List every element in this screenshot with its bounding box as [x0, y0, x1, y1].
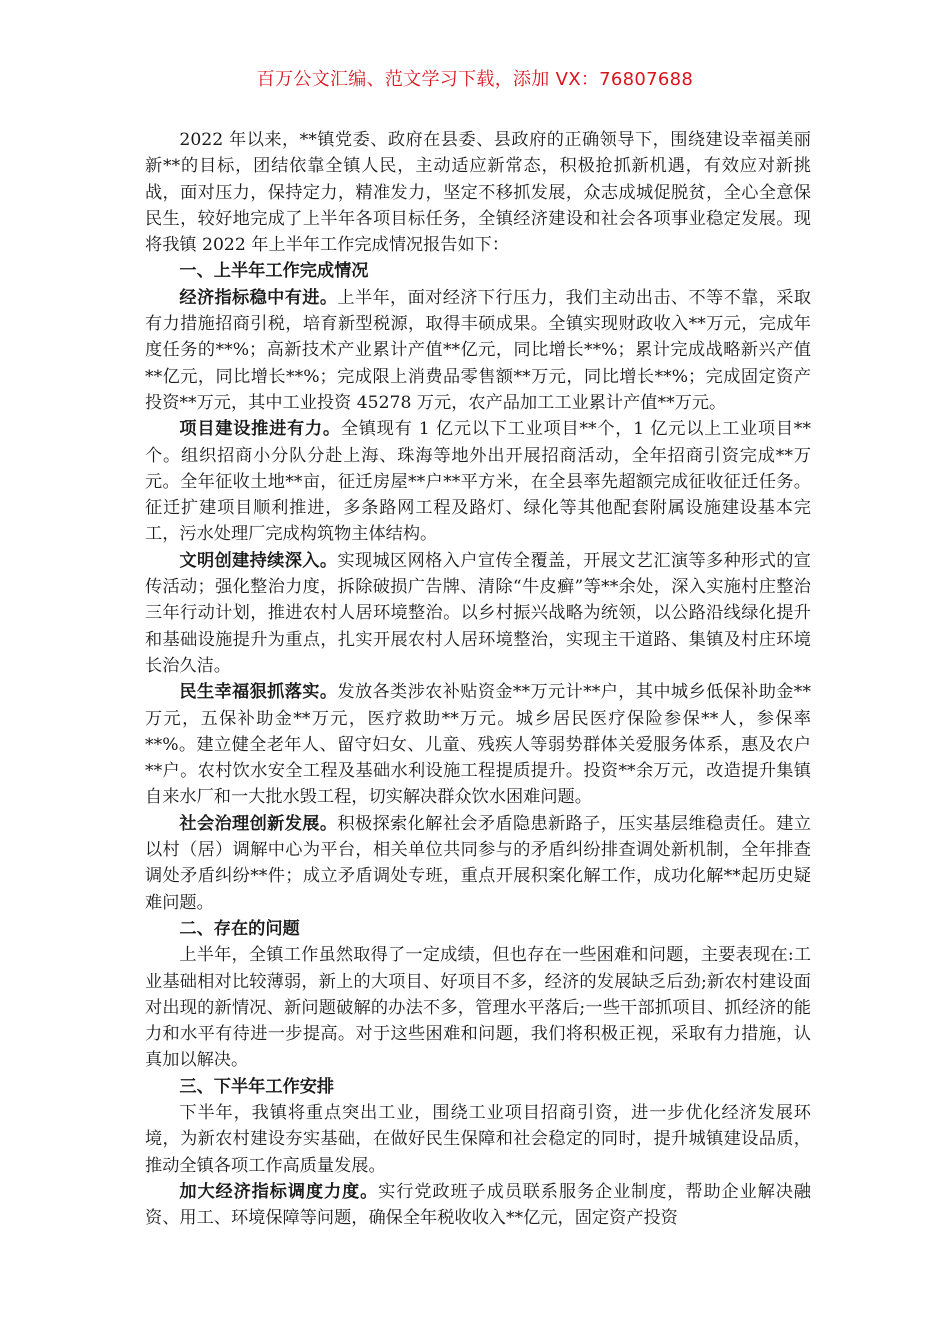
- paragraph-text: 实现城区网格入户宣传全覆盖，开展文艺汇演等多种形式的宣传活动；强化整治力度，拆除破损广告牌、清除“牛皮癣”等**余处，深入实施村庄整治三年行动计划，推进农村人居环境整治。以乡村振兴战略为统领，以公路沿线绿化提升和基础设施提升为重点，扎实开展农村人居环境整治，实现主干道路、集镇及村庄环境长治久洁。: [145, 550, 811, 676]
- paragraph-civilization: [145, 548, 811, 679]
- paragraph-welfare: [145, 679, 811, 810]
- section-heading-second-half: 三、下半年工作安排: [179, 1076, 335, 1097]
- header-banner: 百万公文汇编、范文学习下载，添加 VX：76807688: [256, 69, 694, 90]
- paragraph-plan: 下半年，我镇将重点突出工业，围绕工业项目招商引资，进一步优化经济发展环境，为新农村建设夯实基础，在做好民生保障和社会稳定的同时，提升城镇建设品质，推动全镇各项工作高质量发展。: [145, 1102, 811, 1176]
- paragraph-problems: 上半年，全镇工作虽然取得了一定成绩，但也存在一些困难和问题，主要表现在:工业基础相对比较薄弱，新上的大项目、好项目不多，经济的发展缺乏后劲;新农村建设面对出现的新情况、新问题破解的办法不多，管理水平落后;一些干部抓项目、抓经济的能力和水平有待进一步提高。对于这些困难和问题，我们将积极正视，采取有力措施，认真加以解决。: [145, 945, 811, 1071]
- paragraph-text: 发放各类涉农补贴资金**万元计**户，其中城乡低保补助金**万元，五保补助金**万元，医疗救助**万元。城乡居民医疗保险参保**人，参保率**%。建立健全老年人、留守妇女、儿童、残疾人等弱势群体关爱服务体系，惠及农户**户。农村饮水安全工程及基础水利设施工程提质提升。投资**余万元，改造提升集镇自来水厂和一大批水毁工程，切实解决群众饮水困难问题。: [145, 682, 811, 808]
- paragraph-lead: 社会治理创新发展。: [179, 813, 338, 834]
- paragraph-lead: 加大经济指标调度力度。: [179, 1181, 379, 1202]
- paragraph-text: 上半年，面对经济下行压力，我们主动出击、不等不靠，采取有力措施招商引税，培育新型税源，取得丰硕成果。全镇实现财政收入**万元，完成年度任务的**%；高新技术产业累计产值**亿元，同比增长**%；累计完成战略新兴产值**亿元，同比增长**%；完成限上消费品零售额**万元，同比增长**%；完成固定资产投资**万元，其中工业投资 45278 万元，农产品加工工业累计产值**万元。: [145, 287, 811, 413]
- paragraph-text: 实行党政班子成员联系服务企业制度，帮助企业解决融资、用工、环境保障等问题，确保全年税收收入**亿元，固定资产投资: [145, 1181, 811, 1229]
- section-heading-first-half: 一、上半年工作完成情况: [179, 261, 369, 282]
- paragraph-text: 积极探索化解社会矛盾隐患新路子，压实基层维稳责任。建立以村（居）调解中心为平台，相关单位共同参与的矛盾纠纷排查调处新机制，全年排查调处矛盾纠纷**件；成立矛盾调处专班，重点开展积案化解工作，成功化解**起历史疑难问题。: [145, 813, 811, 913]
- paragraph-lead: 项目建设推进有力。: [179, 419, 341, 440]
- paragraph-lead: 民生幸福狠抓落实。: [179, 682, 338, 703]
- paragraph-lead: 经济指标稳中有进。: [179, 287, 338, 308]
- paragraph-economy: [145, 285, 811, 416]
- intro-paragraph: 2022 年以来，**镇党委、政府在县委、县政府的正确领导下，围绕建设幸福美丽新**的目标，团结依靠全镇人民，主动适应新常态，积极抢抓新机遇，有效应对新挑战，面对压力，保持定力，精准发力，坚定不移抓发展，众志成城促脱贫，全心全意保民生，较好地完成了上半年各项目标任务，全镇经济建设和社会各项事业稳定发展。现将我镇 2022 年上半年工作完成情况报告如下：: [145, 130, 811, 256]
- document-body: [145, 127, 811, 1231]
- section-heading-problems: 二、存在的问题: [179, 918, 300, 939]
- paragraph-projects: [145, 416, 811, 547]
- paragraph-dispatch: [145, 1179, 811, 1232]
- paragraph-text: 全镇现有 1 亿元以下工业项目**个，1 亿元以上工业项目**个。组织招商小分队分赴上海、珠海等地外出开展招商活动，全年招商引资完成**万元。全年征收土地**亩，征迁房屋**户**平方米，在全县率先超额完成征收征迁任务。征迁扩建项目顺利推进，多条路网工程及路灯、绿化等其他配套附属设施建设基本完工，污水处理厂完成构筑物主体结构。: [145, 419, 811, 545]
- paragraph-lead: 文明创建持续深入。: [179, 550, 338, 571]
- paragraph-governance: [145, 811, 811, 916]
